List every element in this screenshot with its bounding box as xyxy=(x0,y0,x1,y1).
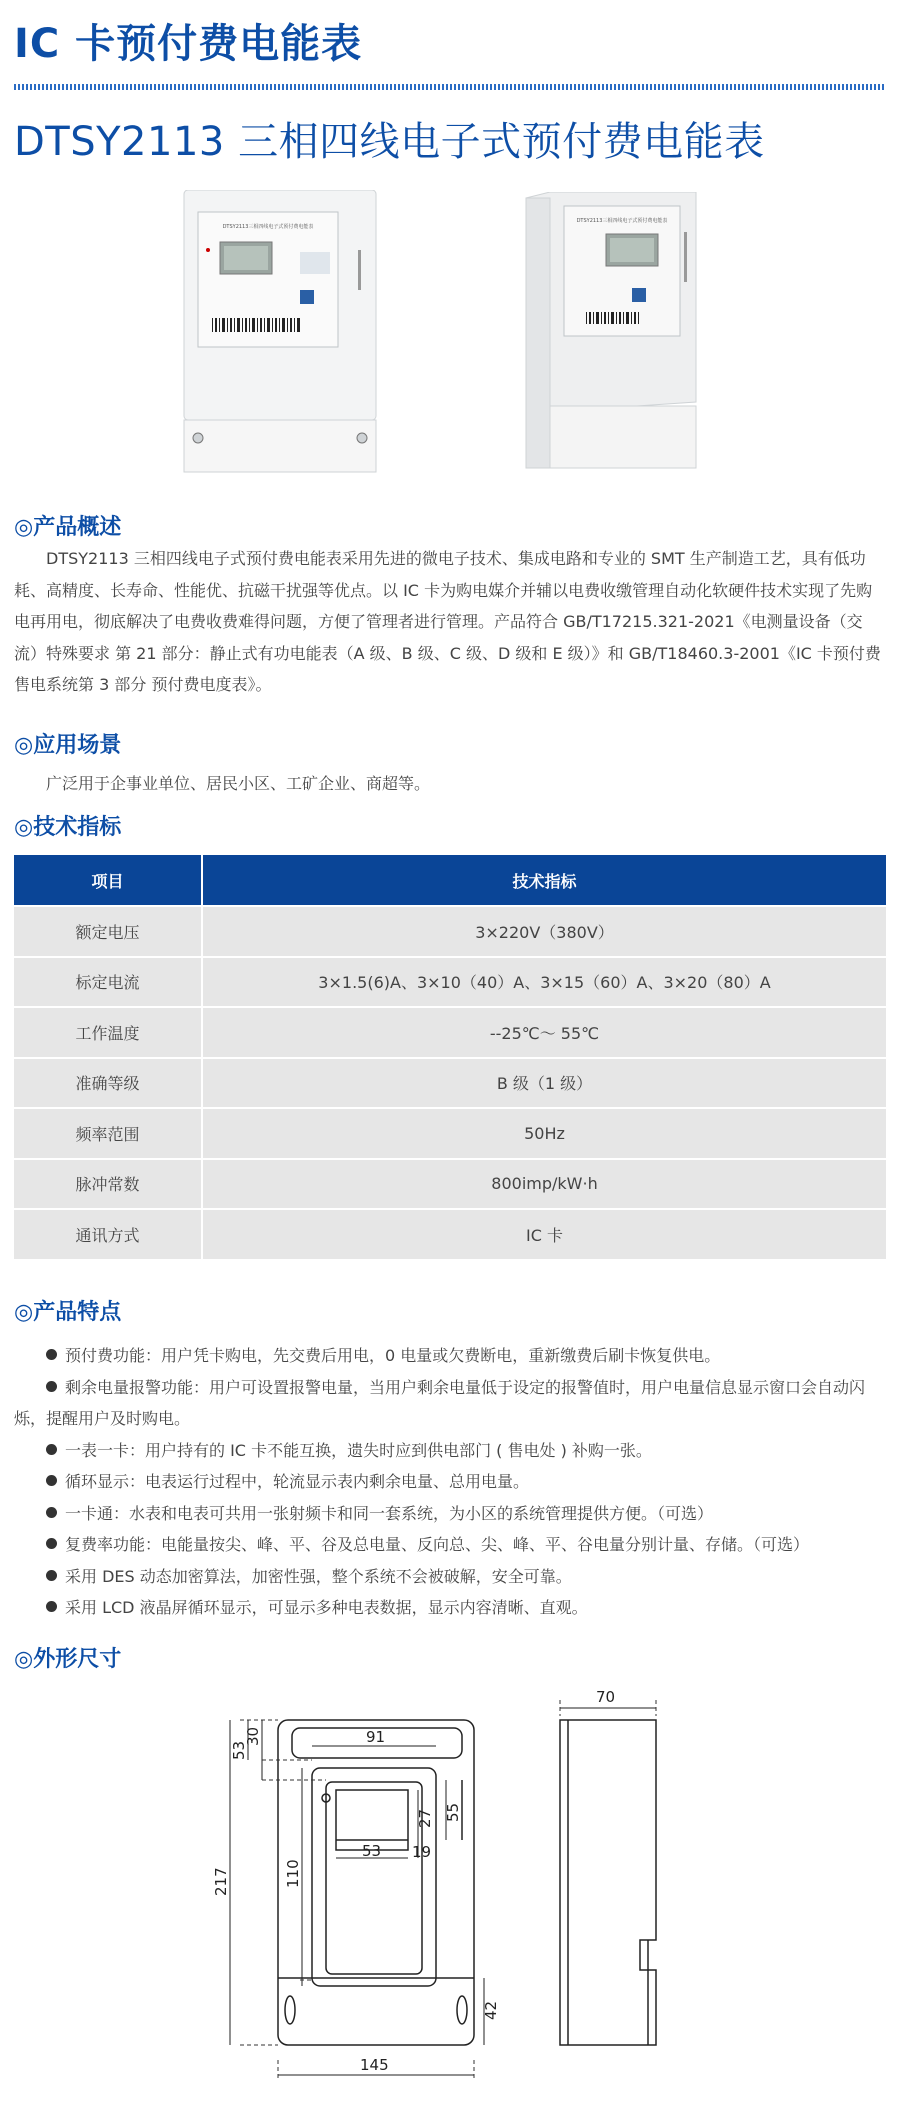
list-item: 复费率功能：电能量按尖、峰、平、谷及总电量、反向总、尖、峰、平、谷电量分别计量、存储。（可选） xyxy=(14,1529,886,1561)
dim-53-window: 53 xyxy=(362,1842,382,1860)
spec-value: IC 卡 xyxy=(202,1209,886,1259)
header-divider xyxy=(14,84,886,90)
bullet-icon xyxy=(46,1475,57,1486)
list-item: 采用 LCD 液晶屏循环显示，可显示多种电表数据，显示内容清晰、直观。 xyxy=(14,1592,886,1624)
spec-table xyxy=(14,855,886,1259)
table-row xyxy=(14,1159,886,1210)
table-row xyxy=(14,1058,886,1109)
dim-110: 110 xyxy=(284,1859,302,1888)
dim-53-top: 53 xyxy=(230,1740,248,1760)
spec-item: 准确等级 xyxy=(14,1058,202,1109)
side-outline xyxy=(560,1720,656,2045)
application-text: 广泛用于企事业单位、居民小区、工矿企业、商超等。 xyxy=(46,774,431,793)
table-row xyxy=(14,1209,886,1259)
specs-heading: ◎技术指标 xyxy=(14,815,122,840)
spec-item: 脉冲常数 xyxy=(14,1159,202,1210)
spec-item: 频率范围 xyxy=(14,1108,202,1159)
list-item: 循环显示：电表运行过程中，轮流显示表内剩余电量、总用电量。 xyxy=(14,1466,886,1498)
feature-list xyxy=(14,1340,886,1624)
list-item: 预付费功能：用户凭卡购电，先交费后用电，0 电量或欠费断电，重新缴费后刷卡恢复供电。 xyxy=(14,1340,886,1372)
meter-side-label: DTSY2113三相四线电子式预付费电能表 xyxy=(576,218,668,224)
bullet-icon xyxy=(46,1538,57,1549)
bullet-icon xyxy=(46,1570,57,1581)
spec-value: 50Hz xyxy=(202,1108,886,1159)
bullet-icon xyxy=(46,1601,57,1612)
spec-value: B 级（1 级） xyxy=(202,1058,886,1109)
bullet-icon xyxy=(46,1349,57,1360)
table-row xyxy=(14,1007,886,1058)
dim-55: 55 xyxy=(444,1802,462,1822)
table-row xyxy=(14,957,886,1008)
list-item: 剩余电量报警功能：用户可设置报警电量，当用户剩余电量低于设定的报警值时，用户电量信息显示窗口会自动闪烁，提醒用户及时购电。 xyxy=(14,1377,866,1428)
spec-col-item: 项目 xyxy=(14,855,202,906)
meter-front-photo xyxy=(180,190,380,475)
application-heading: ◎应用场景 xyxy=(14,733,122,758)
dim-19: 19 xyxy=(412,1843,432,1861)
table-row xyxy=(14,1108,886,1159)
list-item: 采用 DES 动态加密算法，加密性强，整个系统不会被破解，安全可靠。 xyxy=(14,1561,886,1593)
spec-item: 工作温度 xyxy=(14,1007,202,1058)
spec-value: 800imp/kW·h xyxy=(202,1159,886,1210)
dim-145: 145 xyxy=(360,2056,389,2074)
spec-value: 3×220V（380V） xyxy=(202,906,886,957)
dim-30: 30 xyxy=(244,1726,262,1746)
dim-217: 217 xyxy=(212,1867,230,1896)
overview-heading: ◎产品概述 xyxy=(14,515,122,540)
table-row xyxy=(14,906,886,957)
spec-value: --25℃～ 55℃ xyxy=(202,1007,886,1058)
product-name: DTSY2113 三相四线电子式预付费电能表 xyxy=(14,119,765,165)
meter-front-label: DTSY2113三相四线电子式预付费电能表 xyxy=(222,224,314,230)
spec-value: 3×1.5(6)A、3×10（40）A、3×15（60）A、3×20（80）A xyxy=(202,957,886,1008)
spec-item: 额定电压 xyxy=(14,906,202,957)
list-item: 一表一卡：用户持有的 IC 卡不能互换，遗失时应到供电部门 ( 售电处 ) 补购一张。 xyxy=(14,1435,886,1467)
dim-42: 42 xyxy=(482,2000,500,2020)
spec-col-value: 技术指标 xyxy=(202,855,886,906)
dimensions-heading: ◎外形尺寸 xyxy=(14,1647,122,1672)
overview-text: DTSY2113 三相四线电子式预付费电能表采用先进的微电子技术、集成电路和专业的 SMT 生产制造工艺，具有低功耗、高精度、长寿命、性能优、抗磁干扰强等优点。以 IC 卡为购电媒介并辅以电费收缴管理自动化软硬件技术实现了先购电再用电，彻底解决了电费收费难得问题，方便了管理者进行管理。产品符合 GB/T17215.321-2021《电测量设备（交流）特殊要求 第 21 部分：静止式有功电能表（A 级、B 级、C 级、D 级和 E 级）》和 GB/T18460.3-2001《IC 卡预付费售电系统第 3 部分 预付费电度表》。 xyxy=(14,549,881,694)
dimension-drawing xyxy=(0,1680,900,2100)
front-window xyxy=(312,1768,436,1986)
meter-side-photo xyxy=(520,192,700,477)
features-heading: ◎产品特点 xyxy=(14,1300,122,1325)
bullet-icon xyxy=(46,1381,57,1392)
bullet-icon xyxy=(46,1507,57,1518)
dim-27: 27 xyxy=(416,1808,434,1828)
list-item: 一卡通：水表和电表可共用一张射频卡和同一套系统，为小区的系统管理提供方便。（可选） xyxy=(14,1498,886,1530)
dim-70: 70 xyxy=(596,1688,616,1706)
bullet-icon xyxy=(46,1444,57,1455)
spec-item: 通讯方式 xyxy=(14,1209,202,1259)
spec-item: 标定电流 xyxy=(14,957,202,1008)
page-header-title: IC 卡预付费电能表 xyxy=(14,21,363,67)
dim-91: 91 xyxy=(366,1728,386,1746)
